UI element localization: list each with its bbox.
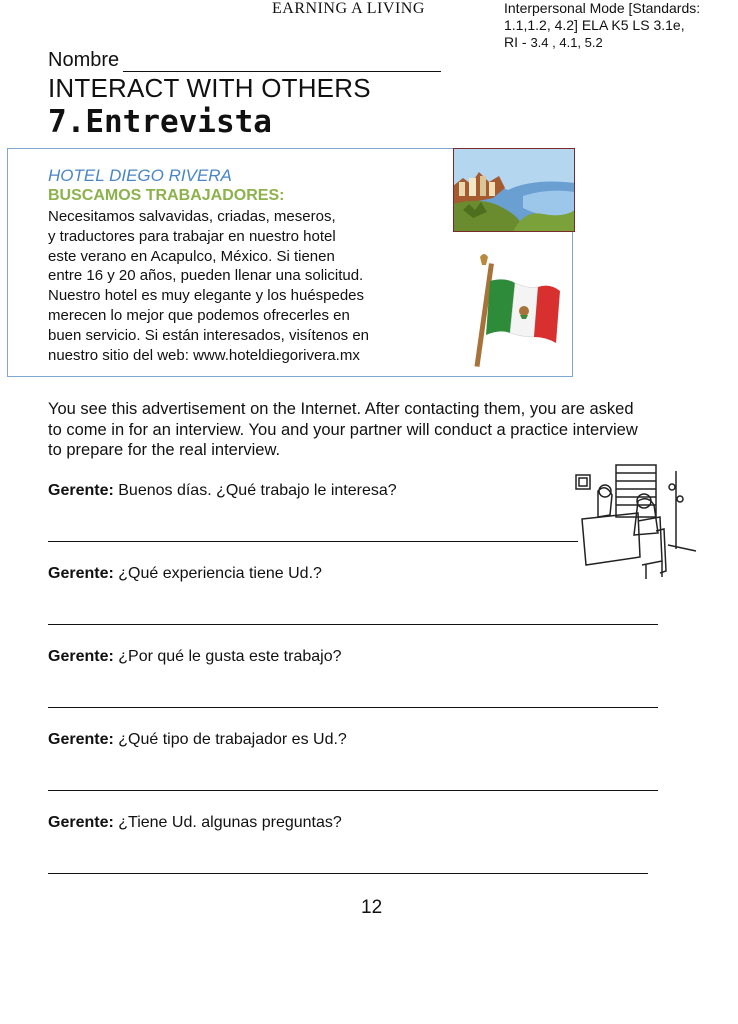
standards-line-3: RI - 3.4 , 4.1, 5.2 (504, 34, 603, 50)
ad-line: Necesitamos salvavidas, criadas, meseros, (48, 208, 336, 225)
name-field (48, 49, 441, 72)
ad-headline: BUSCAMOS TRABAJADORES: (48, 187, 285, 204)
hotel-name: HOTEL DIEGO RIVERA (48, 166, 232, 185)
page-number: 12 (361, 897, 383, 918)
instructions-line: to come in for an interview. You and your partner will conduct a practice interview (48, 420, 638, 439)
ad-line: merecen lo mejor que podemos ofrecerles en (48, 306, 350, 324)
name-label: Nombre (48, 49, 120, 71)
interview-question-4 (48, 731, 347, 749)
section-title: INTERACT WITH OTHERS (48, 73, 371, 103)
question-text: ¿Tiene Ud. algunas preguntas? (113, 814, 342, 831)
interview-question-3 (48, 648, 342, 666)
question-text: ¿Por qué le gusta este trabajo? (113, 648, 342, 665)
header-title: EARNING A LIVING (272, 0, 425, 17)
answer-line-5[interactable] (48, 873, 648, 874)
name-blank-line[interactable] (123, 53, 441, 72)
ad-line: entre 16 y 20 años, pueden llenar una solicitud. (48, 267, 364, 285)
interview-question-1 (48, 482, 397, 500)
interview-question-5 (48, 814, 342, 832)
acapulco-landscape-illustration (453, 148, 575, 232)
ad-body (48, 207, 428, 365)
standards-line-1: Interpersonal Mode [Standards: (504, 0, 701, 16)
answer-line-2[interactable] (48, 624, 658, 625)
speaker-label: Gerente: (48, 814, 114, 831)
interview-office-illustration (568, 461, 698, 583)
instructions-line: You see this advertisement on the Internet. After contacting them, you are asked (48, 400, 634, 418)
ad-line: nuestro sitio del web: www.hoteldiegorivera.mx (48, 346, 360, 364)
speaker-label: Gerente: (48, 731, 114, 748)
ad-line: este verano en Acapulco, México. Si tienen (48, 247, 335, 265)
answer-line-4[interactable] (48, 790, 658, 791)
standards-line-2: 1.1,1.2, 4.2] ELA K5 LS 3.1e, (504, 17, 685, 33)
answer-line-1[interactable] (48, 541, 578, 542)
question-text: Buenos días. ¿Qué trabajo le interesa? (113, 482, 397, 499)
ad-line: Nuestro hotel es muy elegante y los huéspedes (48, 287, 365, 305)
ad-line: buen servicio. Si están interesados, visítenos en (48, 326, 370, 344)
interview-question-2 (48, 565, 322, 583)
mexican-flag-illustration (460, 253, 564, 369)
question-text: ¿Qué experiencia tiene Ud.? (113, 565, 322, 582)
lesson-title: 7.Entrevista (48, 104, 272, 140)
instructions-paragraph (48, 399, 708, 461)
answer-line-3[interactable] (48, 707, 658, 708)
instructions-line: to prepare for the real interview. (48, 441, 281, 459)
speaker-label: Gerente: (48, 482, 114, 499)
question-text: ¿Qué tipo de trabajador es Ud.? (113, 731, 347, 748)
speaker-label: Gerente: (48, 565, 114, 582)
standards-note (504, 0, 734, 51)
ad-line: y traductores para trabajar en nuestro hotel (48, 227, 336, 245)
speaker-label: Gerente: (48, 648, 114, 665)
